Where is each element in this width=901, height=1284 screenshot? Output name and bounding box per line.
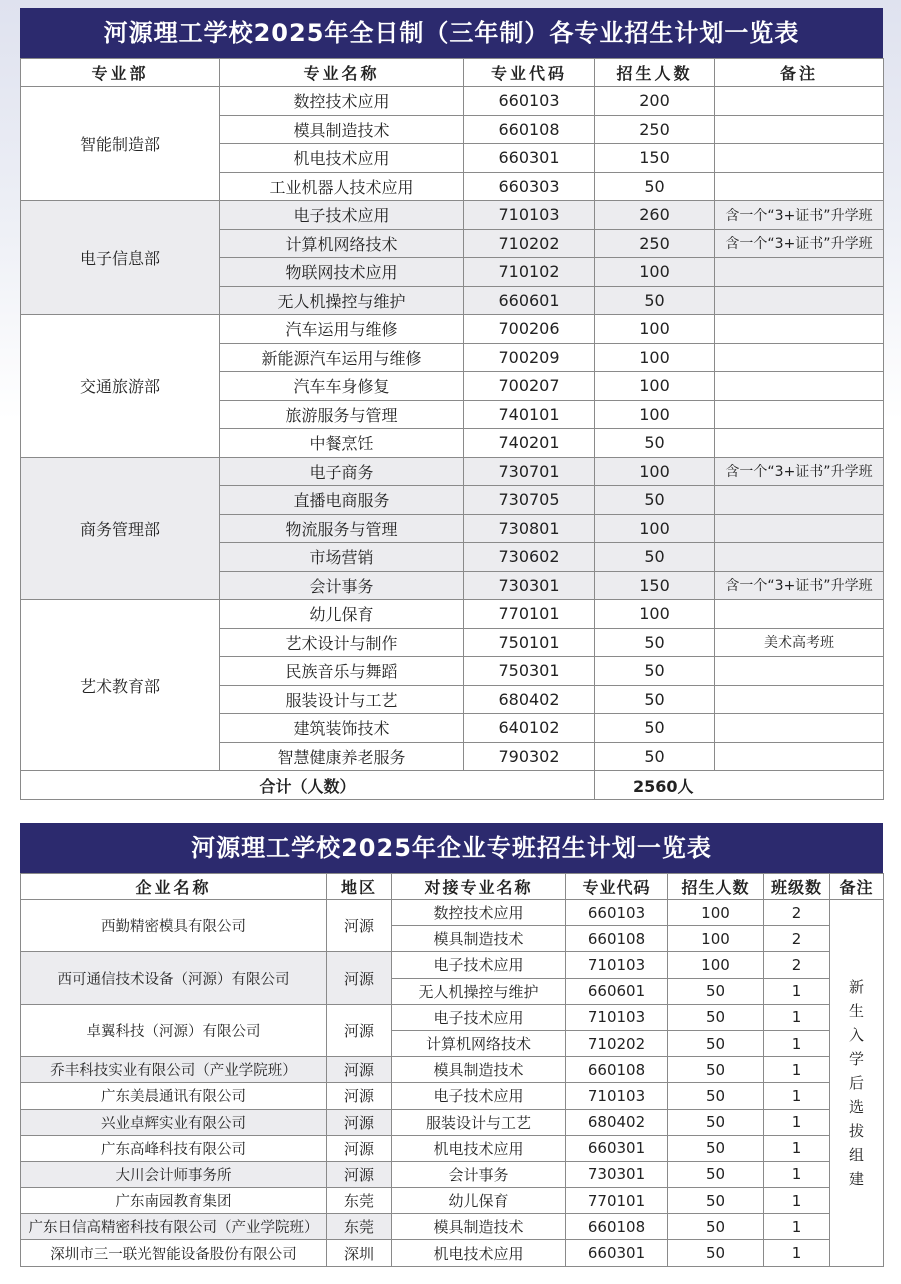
remark-cell: 美术高考班 [715,628,884,657]
major-code-cell: 770101 [566,1188,668,1214]
header-major-name: 对接专业名称 [392,874,566,900]
major-code-cell: 730701 [464,457,595,486]
table-row [21,315,884,344]
major-name-cell: 幼儿保育 [392,1188,566,1214]
enrollment-cell: 50 [595,172,715,201]
enrollment-cell: 50 [668,1057,764,1083]
enrollment-cell: 100 [668,900,764,926]
remark-cell [715,685,884,714]
enrollment-cell: 50 [595,714,715,743]
major-name-cell: 电子技术应用 [392,1083,566,1109]
enrollment-cell: 50 [668,978,764,1004]
remark-cell [715,600,884,629]
enrollment-cell: 100 [595,514,715,543]
company-name-cell: 兴业卓辉实业有限公司 [21,1109,327,1135]
major-name-cell: 建筑装饰技术 [220,714,464,743]
region-cell: 河源 [327,1161,392,1187]
company-name-cell: 广东日信高精密科技有限公司（产业学院班） [21,1214,327,1240]
major-code-cell: 660103 [464,87,595,116]
fulltime-plan-table [20,58,884,800]
region-cell: 河源 [327,1109,392,1135]
region-cell: 河源 [327,952,392,1004]
table-row [21,1083,884,1109]
enrollment-cell: 100 [668,952,764,978]
class-count-cell: 1 [764,1161,830,1187]
company-name-cell: 西勤精密模具有限公司 [21,900,327,952]
major-name-cell: 幼儿保育 [220,600,464,629]
major-code-cell: 790302 [464,742,595,771]
company-name-cell: 大川会计师事务所 [21,1161,327,1187]
class-count-cell: 1 [764,1214,830,1240]
major-code-cell: 730301 [464,571,595,600]
enrollment-cell: 100 [668,926,764,952]
enrollment-cell: 50 [595,543,715,572]
region-cell: 东莞 [327,1214,392,1240]
remark-cell [715,429,884,458]
major-name-cell: 中餐烹饪 [220,429,464,458]
enrollment-cell: 50 [595,742,715,771]
major-code-cell: 660108 [566,1057,668,1083]
class-count-cell: 2 [764,926,830,952]
class-count-cell: 1 [764,1057,830,1083]
major-code-cell: 770101 [464,600,595,629]
enrollment-cell: 50 [668,1188,764,1214]
enrollment-cell: 50 [595,657,715,686]
enterprise-plan-table [20,873,884,1267]
header-class-count: 班级数 [764,874,830,900]
class-count-cell: 1 [764,1004,830,1030]
header-company: 企业名称 [21,874,327,900]
remark-cell [715,315,884,344]
enrollment-cell: 50 [668,1083,764,1109]
table-row [21,900,884,926]
region-cell: 河源 [327,1004,392,1056]
table-row [21,87,884,116]
major-name-cell: 电子技术应用 [392,1004,566,1030]
remark-cell [715,343,884,372]
remark-cell [715,144,884,173]
major-code-cell: 750101 [464,628,595,657]
company-name-cell: 乔丰科技实业有限公司（产业学院班） [21,1057,327,1083]
table-row [21,1214,884,1240]
remark-cell [715,115,884,144]
major-code-cell: 660103 [566,900,668,926]
remark-cell [715,714,884,743]
remark-cell: 含一个“3+证书”升学班 [715,571,884,600]
enrollment-cell: 50 [668,1004,764,1030]
major-name-cell: 数控技术应用 [220,87,464,116]
table-row [21,1161,884,1187]
company-name-cell: 卓翼科技（河源）有限公司 [21,1004,327,1056]
enrollment-cell: 50 [668,1109,764,1135]
major-name-cell: 数控技术应用 [392,900,566,926]
class-count-cell: 1 [764,1135,830,1161]
major-code-cell: 710103 [566,1004,668,1030]
remark-note-text: 新生入学后选拔组建 [848,977,864,1188]
region-cell: 深圳 [327,1240,392,1266]
major-name-cell: 民族音乐与舞蹈 [220,657,464,686]
major-code-cell: 730602 [464,543,595,572]
major-name-cell: 无人机操控与维护 [392,978,566,1004]
major-code-cell: 730705 [464,486,595,515]
header-remark: 备注 [830,874,884,900]
major-name-cell: 工业机器人技术应用 [220,172,464,201]
major-name-cell: 机电技术应用 [220,144,464,173]
major-name-cell: 电子技术应用 [220,201,464,230]
company-name-cell: 西可通信技术设备（河源）有限公司 [21,952,327,1004]
company-name-cell: 广东高峰科技有限公司 [21,1135,327,1161]
enrollment-cell: 250 [595,229,715,258]
remark-cell [715,486,884,515]
major-code-cell: 730801 [464,514,595,543]
remark-cell [715,372,884,401]
major-name-cell: 汽车车身修复 [220,372,464,401]
table-row [21,1109,884,1135]
major-name-cell: 市场营销 [220,543,464,572]
enrollment-cell: 100 [595,372,715,401]
table-row [21,600,884,629]
table-row [21,1240,884,1266]
major-name-cell: 服装设计与工艺 [220,685,464,714]
major-name-cell: 计算机网络技术 [392,1030,566,1056]
company-name-cell: 广东美晨通讯有限公司 [21,1083,327,1109]
region-cell: 河源 [327,900,392,952]
major-name-cell: 模具制造技术 [392,1057,566,1083]
remark-cell [715,514,884,543]
major-name-cell: 服装设计与工艺 [392,1109,566,1135]
remark-note-cell [830,900,884,1267]
remark-cell: 含一个“3+证书”升学班 [715,201,884,230]
major-code-cell: 710102 [464,258,595,287]
major-name-cell: 机电技术应用 [392,1240,566,1266]
table-row [21,1004,884,1030]
major-name-cell: 会计事务 [392,1161,566,1187]
enterprise-plan-body [21,900,884,1267]
major-code-cell: 660303 [464,172,595,201]
class-count-cell: 1 [764,1083,830,1109]
region-cell: 河源 [327,1135,392,1161]
header-region: 地区 [327,874,392,900]
remark-cell [715,258,884,287]
major-code-cell: 700206 [464,315,595,344]
enrollment-cell: 100 [595,343,715,372]
fulltime-plan-panel [20,8,883,800]
major-code-cell: 640102 [464,714,595,743]
department-cell: 智能制造部 [21,87,220,201]
major-name-cell: 智慧健康养老服务 [220,742,464,771]
enrollment-cell: 50 [595,685,715,714]
enterprise-plan-panel [20,823,883,1267]
header-major-code: 专业代码 [566,874,668,900]
major-code-cell: 660108 [566,926,668,952]
major-name-cell: 会计事务 [220,571,464,600]
region-cell: 东莞 [327,1188,392,1214]
enrollment-cell: 100 [595,400,715,429]
major-code-cell: 740101 [464,400,595,429]
class-count-cell: 1 [764,1188,830,1214]
major-code-cell: 710202 [566,1030,668,1056]
department-cell: 交通旅游部 [21,315,220,458]
enrollment-cell: 50 [668,1161,764,1187]
major-name-cell: 计算机网络技术 [220,229,464,258]
major-code-cell: 710103 [566,1083,668,1109]
company-name-cell: 广东南园教育集团 [21,1188,327,1214]
major-name-cell: 模具制造技术 [220,115,464,144]
table-row [21,1057,884,1083]
total-label: 合计（人数） [21,771,595,800]
total-value: 2560人 [595,771,884,800]
major-code-cell: 660301 [566,1135,668,1161]
table-row [21,1135,884,1161]
major-code-cell: 660108 [464,115,595,144]
major-name-cell: 物流服务与管理 [220,514,464,543]
department-cell: 商务管理部 [21,457,220,600]
table-header-row [21,874,884,900]
enrollment-cell: 260 [595,201,715,230]
major-name-cell: 新能源汽车运用与维修 [220,343,464,372]
enrollment-cell: 200 [595,87,715,116]
enterprise-plan-title: 河源理工学校2025年企业专班招生计划一览表 [20,823,883,873]
header-enrollment: 招生人数 [595,59,715,87]
major-name-cell: 机电技术应用 [392,1135,566,1161]
class-count-cell: 1 [764,1240,830,1266]
region-cell: 河源 [327,1057,392,1083]
department-cell: 艺术教育部 [21,600,220,771]
header-enrollment: 招生人数 [668,874,764,900]
major-name-cell: 模具制造技术 [392,926,566,952]
company-name-cell: 深圳市三一联光智能设备股份有限公司 [21,1240,327,1266]
table-row [21,457,884,486]
major-name-cell: 无人机操控与维护 [220,286,464,315]
header-remark: 备注 [715,59,884,87]
remark-cell [715,657,884,686]
class-count-cell: 2 [764,900,830,926]
total-row [21,771,884,800]
class-count-cell: 1 [764,1109,830,1135]
remark-cell: 含一个“3+证书”升学班 [715,229,884,258]
major-code-cell: 700207 [464,372,595,401]
major-name-cell: 电子商务 [220,457,464,486]
class-count-cell: 2 [764,952,830,978]
enrollment-cell: 50 [668,1135,764,1161]
enrollment-cell: 100 [595,258,715,287]
major-code-cell: 710103 [464,201,595,230]
remark-cell [715,543,884,572]
major-code-cell: 710103 [566,952,668,978]
enrollment-cell: 50 [668,1240,764,1266]
major-code-cell: 730301 [566,1161,668,1187]
region-cell: 河源 [327,1083,392,1109]
enrollment-cell: 150 [595,571,715,600]
table-row [21,1188,884,1214]
enrollment-cell: 50 [668,1030,764,1056]
major-code-cell: 680402 [464,685,595,714]
major-code-cell: 660301 [566,1240,668,1266]
major-name-cell: 艺术设计与制作 [220,628,464,657]
remark-cell [715,742,884,771]
enrollment-cell: 50 [595,486,715,515]
enrollment-cell: 150 [595,144,715,173]
major-name-cell: 模具制造技术 [392,1214,566,1240]
header-major-code: 专业代码 [464,59,595,87]
enrollment-cell: 100 [595,600,715,629]
major-name-cell: 直播电商服务 [220,486,464,515]
fulltime-plan-body [21,87,884,771]
major-name-cell: 物联网技术应用 [220,258,464,287]
enrollment-cell: 100 [595,315,715,344]
header-major-name: 专业名称 [220,59,464,87]
fulltime-plan-title: 河源理工学校2025年全日制（三年制）各专业招生计划一览表 [20,8,883,58]
class-count-cell: 1 [764,1030,830,1056]
enrollment-cell: 50 [595,628,715,657]
remark-cell [715,172,884,201]
remark-cell [715,87,884,116]
major-name-cell: 旅游服务与管理 [220,400,464,429]
major-code-cell: 660108 [566,1214,668,1240]
enrollment-cell: 50 [595,286,715,315]
major-code-cell: 660301 [464,144,595,173]
major-code-cell: 700209 [464,343,595,372]
class-count-cell: 1 [764,978,830,1004]
major-code-cell: 750301 [464,657,595,686]
major-name-cell: 汽车运用与维修 [220,315,464,344]
remark-cell [715,400,884,429]
remark-cell: 含一个“3+证书”升学班 [715,457,884,486]
major-name-cell: 电子技术应用 [392,952,566,978]
enrollment-cell: 100 [595,457,715,486]
major-code-cell: 740201 [464,429,595,458]
enrollment-cell: 50 [668,1214,764,1240]
table-header-row [21,59,884,87]
enrollment-cell: 250 [595,115,715,144]
major-code-cell: 660601 [464,286,595,315]
remark-cell [715,286,884,315]
enrollment-cell: 50 [595,429,715,458]
major-code-cell: 710202 [464,229,595,258]
header-department: 专业部 [21,59,220,87]
major-code-cell: 680402 [566,1109,668,1135]
department-cell: 电子信息部 [21,201,220,315]
table-row [21,952,884,978]
table-row [21,201,884,230]
major-code-cell: 660601 [566,978,668,1004]
